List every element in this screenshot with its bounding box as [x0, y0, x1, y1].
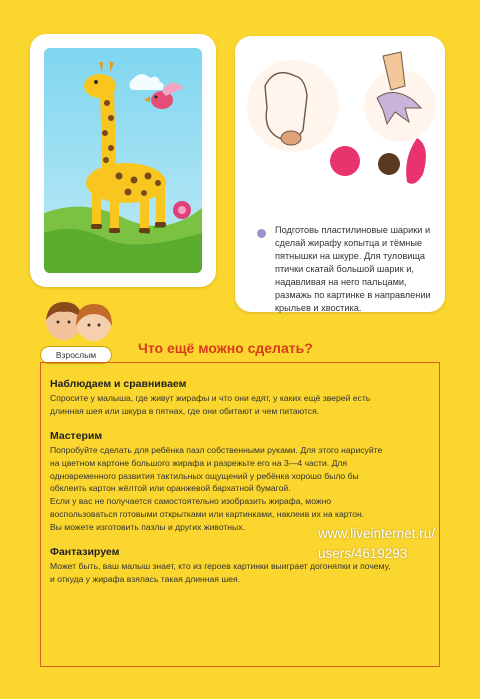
pink-plasticine-shape [406, 138, 426, 184]
watermark [318, 524, 448, 563]
adults-badge-label: Взрослым [40, 346, 112, 364]
watermark-line-1: www.liveinternet.ru/ [318, 526, 436, 541]
section-title: Что ещё можно сделать? [138, 340, 313, 356]
activity-craft [50, 430, 434, 534]
activities-list [50, 378, 434, 598]
giraffe-picture-card [30, 34, 216, 287]
activity-observe [50, 378, 434, 418]
instruction-text: Подготовь пластилиновые шарики и сделай жирафу копытца и тёмные пятнышки на шкуре. Для туловища птички скатай большой шарик и, надавливая на него пальцами, размажь по картинке в направлении крыльев и хвостика. [275, 225, 431, 314]
activity-text: Спросите у малыша, где живут жирафы и что они едят, у каких ещё зверей есть длинная шея или шкура в пятнах, где они обитают и чем питаются. [50, 393, 371, 416]
activity-text: Может быть, ваш малыш знает, кто из героев картинки выиграет догонялки и почему, и откуда у жирафа взялась такая длинная шея. [50, 561, 391, 584]
brown-plasticine-ball [378, 153, 400, 175]
activity-heading: Наблюдаем и сравниваем [50, 378, 187, 390]
plasticine-hands-illustration [245, 46, 435, 196]
lilac-bullet-icon [257, 229, 266, 238]
activity-text: Попробуйте сделать для ребёнка пазл собственными руками. Для этого нарисуйте на цветном картоне большого жирафа и разрежьте его на 3—4 части. Для одновременного развития тактильных ощущений у ребёнка хорошо было бы обклеить картон жёлтой или оранжевой бархатной бумагой. Если у вас не получается самостоятельно изобразить жирафа, можно воспользоваться готовыми открытками или картинками, наклеив их на картон. Вы можете изготовить пазлы и других животных. [50, 444, 383, 533]
pink-plasticine-ball [330, 146, 360, 176]
giraffe-illustration [44, 48, 202, 273]
instruction-card [235, 36, 445, 312]
activity-heading: Мастерим [50, 429, 103, 442]
watermark-line-2: users/4619293 [318, 545, 408, 561]
activity-heading: Фантазируем [50, 546, 120, 559]
